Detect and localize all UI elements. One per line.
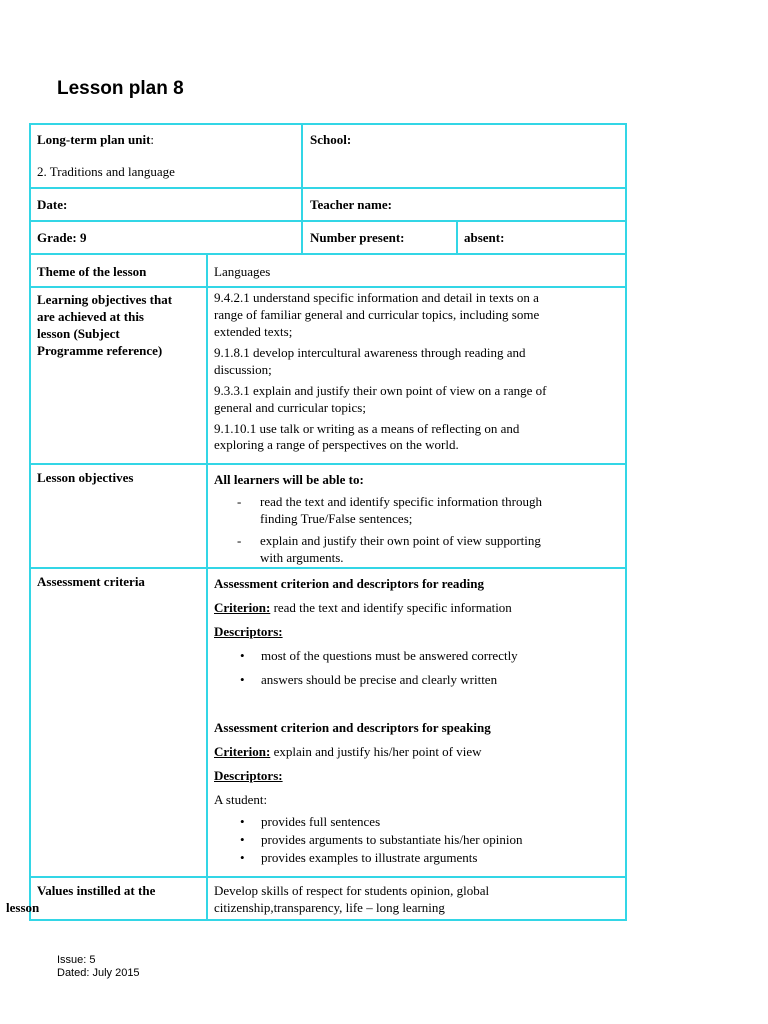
list-item: - explain and justify their own point of view supporting with arguments. — [237, 533, 541, 565]
reading-heading: Assessment criterion and descriptors for reading — [214, 576, 484, 591]
dash-marker: - — [237, 494, 242, 509]
reading-criterion: Criterion: read the text and identify specific information — [214, 600, 512, 615]
theme-label: Theme of the lesson — [37, 264, 147, 279]
objective-line: exploring a range of perspectives on the world. — [214, 437, 459, 452]
objective-line: 9.1.10.1 use talk or writing as a means of reflecting on and — [214, 421, 520, 436]
date-label: Date: — [37, 197, 68, 212]
school-label: School: — [310, 132, 352, 147]
speaking-intro: A student: — [214, 792, 268, 807]
bullet-icon: • — [240, 814, 245, 829]
teacher-name-label: Teacher name: — [310, 197, 392, 212]
speaking-descriptors-label: Descriptors: — [214, 768, 283, 783]
unit-label: Long-term plan unit: — [37, 132, 155, 147]
objective-line: 9.3.3.1 explain and justify their own point of view on a range of — [214, 383, 547, 398]
reading-descriptors-label: Descriptors: — [214, 624, 283, 639]
page-title: Lesson plan 8 — [57, 78, 184, 99]
objective-line: general and curricular topics; — [214, 400, 366, 415]
absent-label: absent: — [464, 230, 505, 245]
objective-line: range of familiar general and curricular topics, including some — [214, 307, 540, 322]
objective-line: discussion; — [214, 362, 272, 377]
footer-dated: Dated: July 2015 — [57, 967, 140, 979]
speaking-criterion: Criterion: explain and justify his/her point of view — [214, 744, 482, 759]
number-present-label: Number present: — [310, 230, 405, 245]
speaking-heading: Assessment criterion and descriptors for speaking — [214, 720, 491, 735]
list-item: - read the text and identify specific information through finding True/False sentences; — [237, 494, 542, 526]
theme-value: Languages — [214, 264, 271, 279]
footer-issue: Issue: 5 — [57, 954, 96, 966]
bullet-icon: • — [240, 850, 245, 865]
values-content: Develop skills of respect for students opinion, global citizenship,transparency, life – long learning — [214, 883, 490, 915]
lesson-objectives-heading: All learners will be able to: — [214, 472, 364, 487]
lesson-objectives-label: Lesson objectives — [37, 470, 134, 485]
objective-line: extended texts; — [214, 324, 293, 339]
bullet-icon: • — [240, 672, 245, 687]
values-label-continued: lesson — [6, 900, 40, 915]
learning-objectives-content — [214, 289, 624, 453]
bullet-icon: • — [240, 648, 245, 663]
dash-marker: - — [237, 533, 242, 548]
unit-value: 2. Traditions and language — [37, 164, 175, 179]
assessment-criteria-label: Assessment criteria — [37, 574, 145, 589]
bullet-icon: • — [240, 832, 245, 847]
values-label: Values instilled at the — [37, 883, 156, 898]
objective-line: 9.4.2.1 understand specific information and detail in texts on a — [214, 290, 539, 305]
grade-label: Grade: 9 — [37, 230, 87, 245]
objective-line: 9.1.8.1 develop intercultural awareness through reading and — [214, 345, 526, 360]
learning-objectives-label: Learning objectives that are achieved at this lesson (Subject Programme reference) — [37, 292, 173, 358]
